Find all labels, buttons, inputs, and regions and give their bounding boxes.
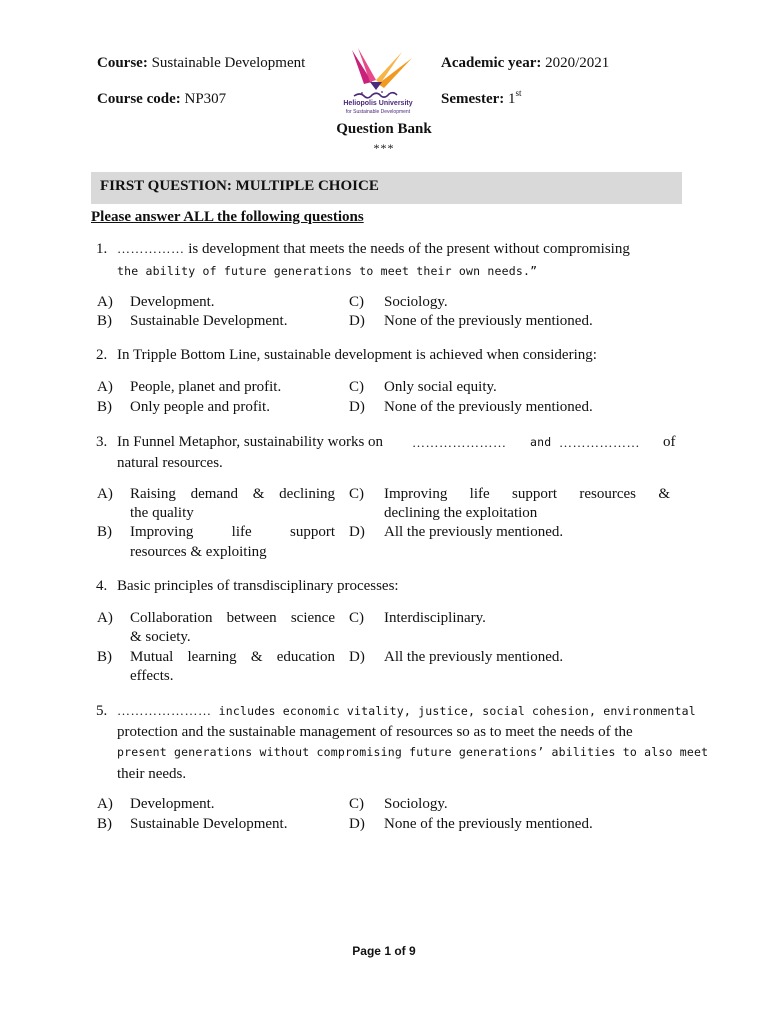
total-pages: 9 <box>409 944 416 958</box>
option-text: All the previously mentioned. <box>384 524 564 540</box>
question-1-line-2: the ability of future generations to meet their own needs.” <box>117 264 538 278</box>
question-5-text: includes economic vitality, justice, social cohesion, environmental <box>211 704 696 718</box>
course-value: Sustainable Development <box>151 55 306 71</box>
option-text: Interdisciplinary. <box>384 610 486 626</box>
question-1-text: is development that meets the needs of the present without compromising <box>184 241 630 257</box>
question-5-blank: ………………… <box>117 703 212 718</box>
question-2-number: 2. <box>96 347 108 363</box>
semester-line <box>441 88 522 108</box>
course-code-value: NP307 <box>184 91 227 107</box>
question-1-number: 1. <box>96 241 108 257</box>
option-text: All the previously mentioned. <box>384 649 564 665</box>
option-text: Only social equity. <box>384 379 497 395</box>
title-decoration: *** <box>373 141 395 155</box>
page-of-label: of <box>394 944 406 958</box>
course-code-line <box>97 91 226 108</box>
section-title: FIRST QUESTION: MULTIPLE CHOICE <box>100 178 379 194</box>
semester-ordinal: st <box>515 88 522 98</box>
question-2-text: In Tripple Bottom Line, sustainable development is achieved when considering: <box>117 347 597 363</box>
question-4-text: Basic principles of transdisciplinary processes: <box>117 578 399 594</box>
option-label: B) <box>97 524 112 540</box>
option-label: D) <box>349 816 365 832</box>
question-1-line-1 <box>117 241 677 258</box>
question-5-line-2: protection and the sustainable management of resources so as to meet the needs of the <box>117 724 633 740</box>
option-label: C) <box>349 294 364 310</box>
option-text: resources & exploiting <box>130 544 267 560</box>
academic-year-label: Academic year: <box>441 55 542 71</box>
university-logo <box>332 44 424 122</box>
question-5-line-4: their needs. <box>117 766 187 782</box>
page-label: Page <box>352 944 381 958</box>
option-text: Development. <box>130 796 215 812</box>
option-label: C) <box>349 486 364 502</box>
option-text: Sociology. <box>384 796 448 812</box>
option-label: A) <box>97 294 113 310</box>
question-3-and: and <box>530 435 552 449</box>
question-4-number: 4. <box>96 578 108 594</box>
option-label: C) <box>349 610 364 626</box>
option-text: None of the previously mentioned. <box>384 816 593 832</box>
option-text: the quality <box>130 505 194 521</box>
option-text: effects. <box>130 668 174 684</box>
logo-name: Heliopolis University <box>343 100 413 107</box>
page-number: 1 <box>384 944 391 958</box>
option-text: Collaboration between science <box>130 610 335 626</box>
course-line <box>97 55 305 72</box>
question-1-blank: …………… <box>117 241 185 256</box>
question-5-number: 5. <box>96 703 108 719</box>
option-label: A) <box>97 796 113 812</box>
question-5-line-1 <box>117 703 696 720</box>
option-text: Only people and profit. <box>130 399 270 415</box>
page-title: Question Bank <box>336 121 432 137</box>
question-3-number: 3. <box>96 434 108 450</box>
option-text: declining the exploitation <box>384 505 538 521</box>
option-text: Mutual learning & education <box>130 649 335 665</box>
option-label: D) <box>349 524 365 540</box>
option-label: B) <box>97 399 112 415</box>
option-text: Improving life support <box>130 524 335 540</box>
option-text: Sustainable Development. <box>130 313 288 329</box>
option-text: Raising demand & declining <box>130 486 335 502</box>
option-label: C) <box>349 796 364 812</box>
option-label: D) <box>349 313 365 329</box>
option-label: D) <box>349 399 365 415</box>
option-label: B) <box>97 649 112 665</box>
page-footer <box>0 944 768 958</box>
option-text: Development. <box>130 294 215 310</box>
semester-label: Semester: <box>441 91 505 107</box>
question-3-of: of <box>663 434 676 450</box>
option-text: People, planet and profit. <box>130 379 282 395</box>
question-3-line-2: natural resources. <box>117 455 223 471</box>
option-text: Sociology. <box>384 294 448 310</box>
option-label: A) <box>97 486 113 502</box>
option-label: D) <box>349 649 365 665</box>
option-label: A) <box>97 379 113 395</box>
option-label: A) <box>97 610 113 626</box>
question-3-text: In Funnel Metaphor, sustainability works on <box>117 434 384 450</box>
option-text: None of the previously mentioned. <box>384 399 593 415</box>
academic-year-value: 2020/2021 <box>545 55 610 71</box>
option-text: None of the previously mentioned. <box>384 313 593 329</box>
question-3-blank-1: ………………… <box>412 435 507 450</box>
logo-tagline: for Sustainable Development <box>345 109 411 115</box>
option-label: B) <box>97 313 112 329</box>
option-text: Improving life support resources & <box>384 486 670 502</box>
semester-value: 1 <box>508 91 516 107</box>
option-text: & society. <box>130 629 191 645</box>
question-5-line-3: present generations without compromising future generations’ abilities to also meet <box>117 745 709 759</box>
option-label: B) <box>97 816 112 832</box>
option-text: Sustainable Development. <box>130 816 288 832</box>
academic-year-line <box>441 55 609 72</box>
question-3-blank-2: ……………… <box>559 435 640 450</box>
course-code-label: Course code: <box>97 91 181 107</box>
course-label: Course: <box>97 55 148 71</box>
instructions: Please answer ALL the following questions <box>91 209 364 225</box>
option-label: C) <box>349 379 364 395</box>
